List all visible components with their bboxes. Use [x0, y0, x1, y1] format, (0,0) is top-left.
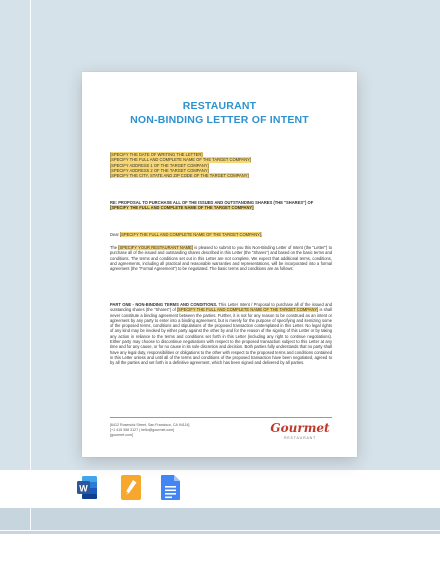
word-icon[interactable] — [76, 474, 98, 501]
restaurant-name-placeholder: [SPECIFY YOUR RESTAURANT NAME] — [118, 245, 193, 250]
logo-subtitle: RESTAURANT — [283, 436, 317, 440]
decorative-horizontal-line — [0, 530, 440, 531]
address-line: [SPECIFY ADDRESS 2 OF THE TARGET COMPANY] — [110, 167, 209, 173]
google-docs-icon[interactable] — [160, 474, 182, 501]
recipient-address-block — [110, 152, 332, 178]
template-net-brand[interactable]: TEMPLATE.NET — [324, 540, 422, 554]
part-one-heading: PART ONE - NON-BINDING TERMS AND CONDITIONS. — [110, 302, 218, 307]
address-line: [SPECIFY THE DATE OF WRITING THE LETTER] — [110, 152, 203, 157]
decorative-vertical-line — [30, 0, 31, 530]
address-line: [SPECIFY THE FULL AND COMPLETE NAME OF THE TARGET COMPANY] — [110, 157, 252, 163]
salutation — [110, 232, 332, 237]
para1-prefix: The — [110, 245, 118, 250]
document-page — [82, 72, 357, 457]
document-subtitle: NON-BINDING LETTER OF INTENT — [130, 114, 309, 126]
intro-paragraph — [110, 245, 332, 271]
document-title: RESTAURANT — [182, 100, 257, 112]
salutation-prefix: Dear — [110, 232, 119, 237]
para2-body-a: This Letter Intent / Proposal to purchase all of the issued and outstanding shares (the "Shares") of — [110, 302, 332, 313]
subject-placeholder: [SPECIFY THE FULL AND COMPLETE NAME OF THE TARGET COMPANY] — [110, 205, 254, 211]
address-line: [SPECIFY ADDRESS 1 OF THE TARGET COMPANY] — [110, 162, 209, 168]
terms-paragraph — [110, 302, 332, 366]
company-name-placeholder: [SPECIFY THE FULL AND COMPLETE NAME OF THE TARGET COMPANY] — [177, 307, 319, 313]
subject-text: RE: PROPOSAL TO PURCHASE ALL OF THE ISSUED AND OUTSTANDING SHARES (THE "SHARES") OF — [110, 200, 314, 205]
word-icon-letter: W — [79, 483, 88, 494]
para2-body-b: is shall never constitute a binding agreement between the parties. Further, it is not for any reason to be construed as an intent or agreement by any party to enter into a binding agreement, but is merely for the purpose of specifying and itemizing some of the proposed terms, conditions and stipulations of the proposed transaction contemplated in this Letter. No legal rights of any kind may be invoked by either party against the other by and for the reason of the signing of this Letter or by taking any action in reliance to the terms and conditions set forth in this Letter (including any right to continue negotiations). Either party may choose to discontinue negotiations with respect to the proposed transaction subject to this Letter at any time and for any cause, or for no cause in its sole discretion and decision. Both parties fully understands that no party shall have any legal duty, responsibilities or obligations to the other with respect to the proposed terms and conditions contained in this Letter unless and until all of the terms and conditions of the proposed transaction have been negotiated, agreed to by all the parties and set forth in a definitive agreement, which has been signed and delivered by all parties. — [110, 307, 332, 366]
footer-phone-email: [+1 415 358 3127 | hello@gourmet.com] — [110, 428, 175, 432]
logo-name: Gourmet — [270, 421, 330, 435]
footer-address: [6412 Rosewick Street, San Francisco, CA 94114] — [110, 423, 190, 427]
address-line: [SPECIFY THE CITY, STATE AND ZIP CODE OF THE TARGET COMPANY] — [110, 173, 249, 179]
subject-line — [110, 200, 332, 211]
footer-website: [gourmet.com] — [110, 433, 133, 437]
footer-contact — [110, 423, 189, 438]
para1-body: is pleased to submit to you this Non-Binding Letter of Intent (the "Letter") to purchase all of the issued and outstanding shares described in this Letter (the "Shares") and based on the basic terms and conditions. The terms and conditions set out in this Letter are not complete. We expect that additional terms, conditions, and agreements, including all practical and reasonable warranties and representations, will be incorporated into a formal agreement (the "Formal Agreement") to be negotiated. The basic terms and conditions are as follows: — [110, 245, 332, 272]
footer-divider — [110, 417, 332, 418]
pages-icon[interactable] — [120, 474, 142, 501]
salutation-placeholder: [SPECIFY THE FULL AND COMPLETE NAME OF THE TARGET COMPANY], — [120, 232, 263, 237]
gourmet-logo — [270, 422, 330, 440]
